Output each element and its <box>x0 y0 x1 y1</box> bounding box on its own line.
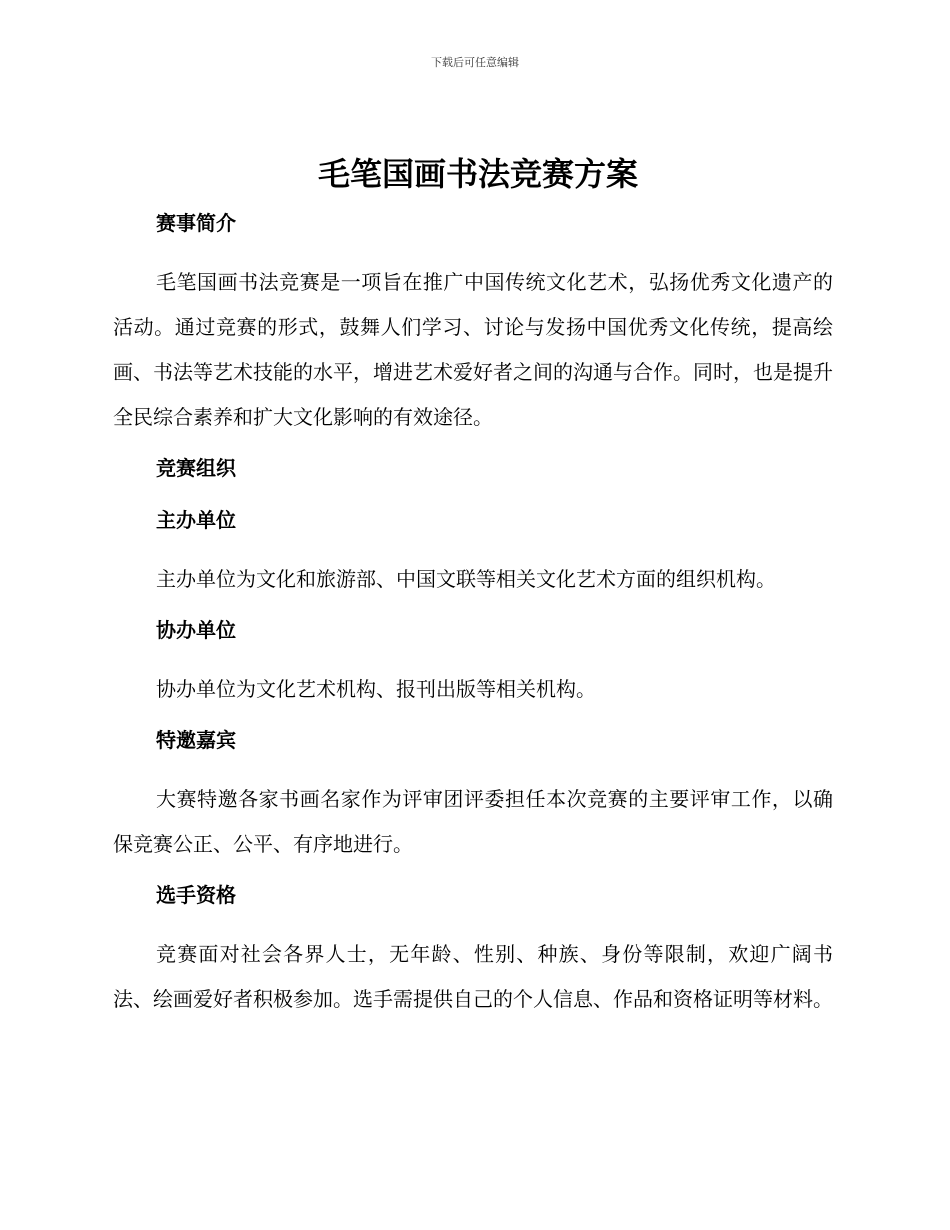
document-body <box>113 150 833 1035</box>
document-title: 毛笔国画书法竞赛方案 <box>317 155 638 193</box>
section-heading-co-host: 协办单位 <box>156 618 236 642</box>
section-heading-eligibility: 选手资格 <box>156 883 236 907</box>
section-heading-organization: 竞赛组织 <box>156 456 236 480</box>
section-text-guests: 大赛特邀各家书画名家作为评审团评委担任本次竞赛的主要评审工作，以确保竞赛公正、公平、有序地进行。 <box>113 787 833 856</box>
section-text-host: 主办单位为文化和旅游部、中国文联等相关文化艺术方面的组织机构。 <box>156 567 776 591</box>
section-text-eligibility: 竞赛面对社会各界人士，无年龄、性别、种族、身份等限制，欢迎广阔书法、绘画爱好者积极参加。选手需提供自己的个人信息、作品和资格证明等材料。 <box>113 942 833 1011</box>
section-text-intro: 毛笔国画书法竞赛是一项旨在推广中国传统文化艺术，弘扬优秀文化遗产的活动。通过竞赛的形式，鼓舞人们学习、讨论与发扬中国优秀文化传统，提高绘画、书法等艺术技能的水平，增进艺术爱好者之间的沟通与合作。同时，也是提升全民综合素养和扩大文化影响的有效途径。 <box>113 270 833 429</box>
section-heading-host: 主办单位 <box>156 508 236 532</box>
section-heading-guests: 特邀嘉宾 <box>156 728 236 752</box>
page-header-note: 下载后可任意编辑 <box>431 56 519 69</box>
section-text-co-host: 协办单位为文化艺术机构、报刊出版等相关机构。 <box>156 677 596 701</box>
section-heading-intro: 赛事简介 <box>156 211 236 235</box>
